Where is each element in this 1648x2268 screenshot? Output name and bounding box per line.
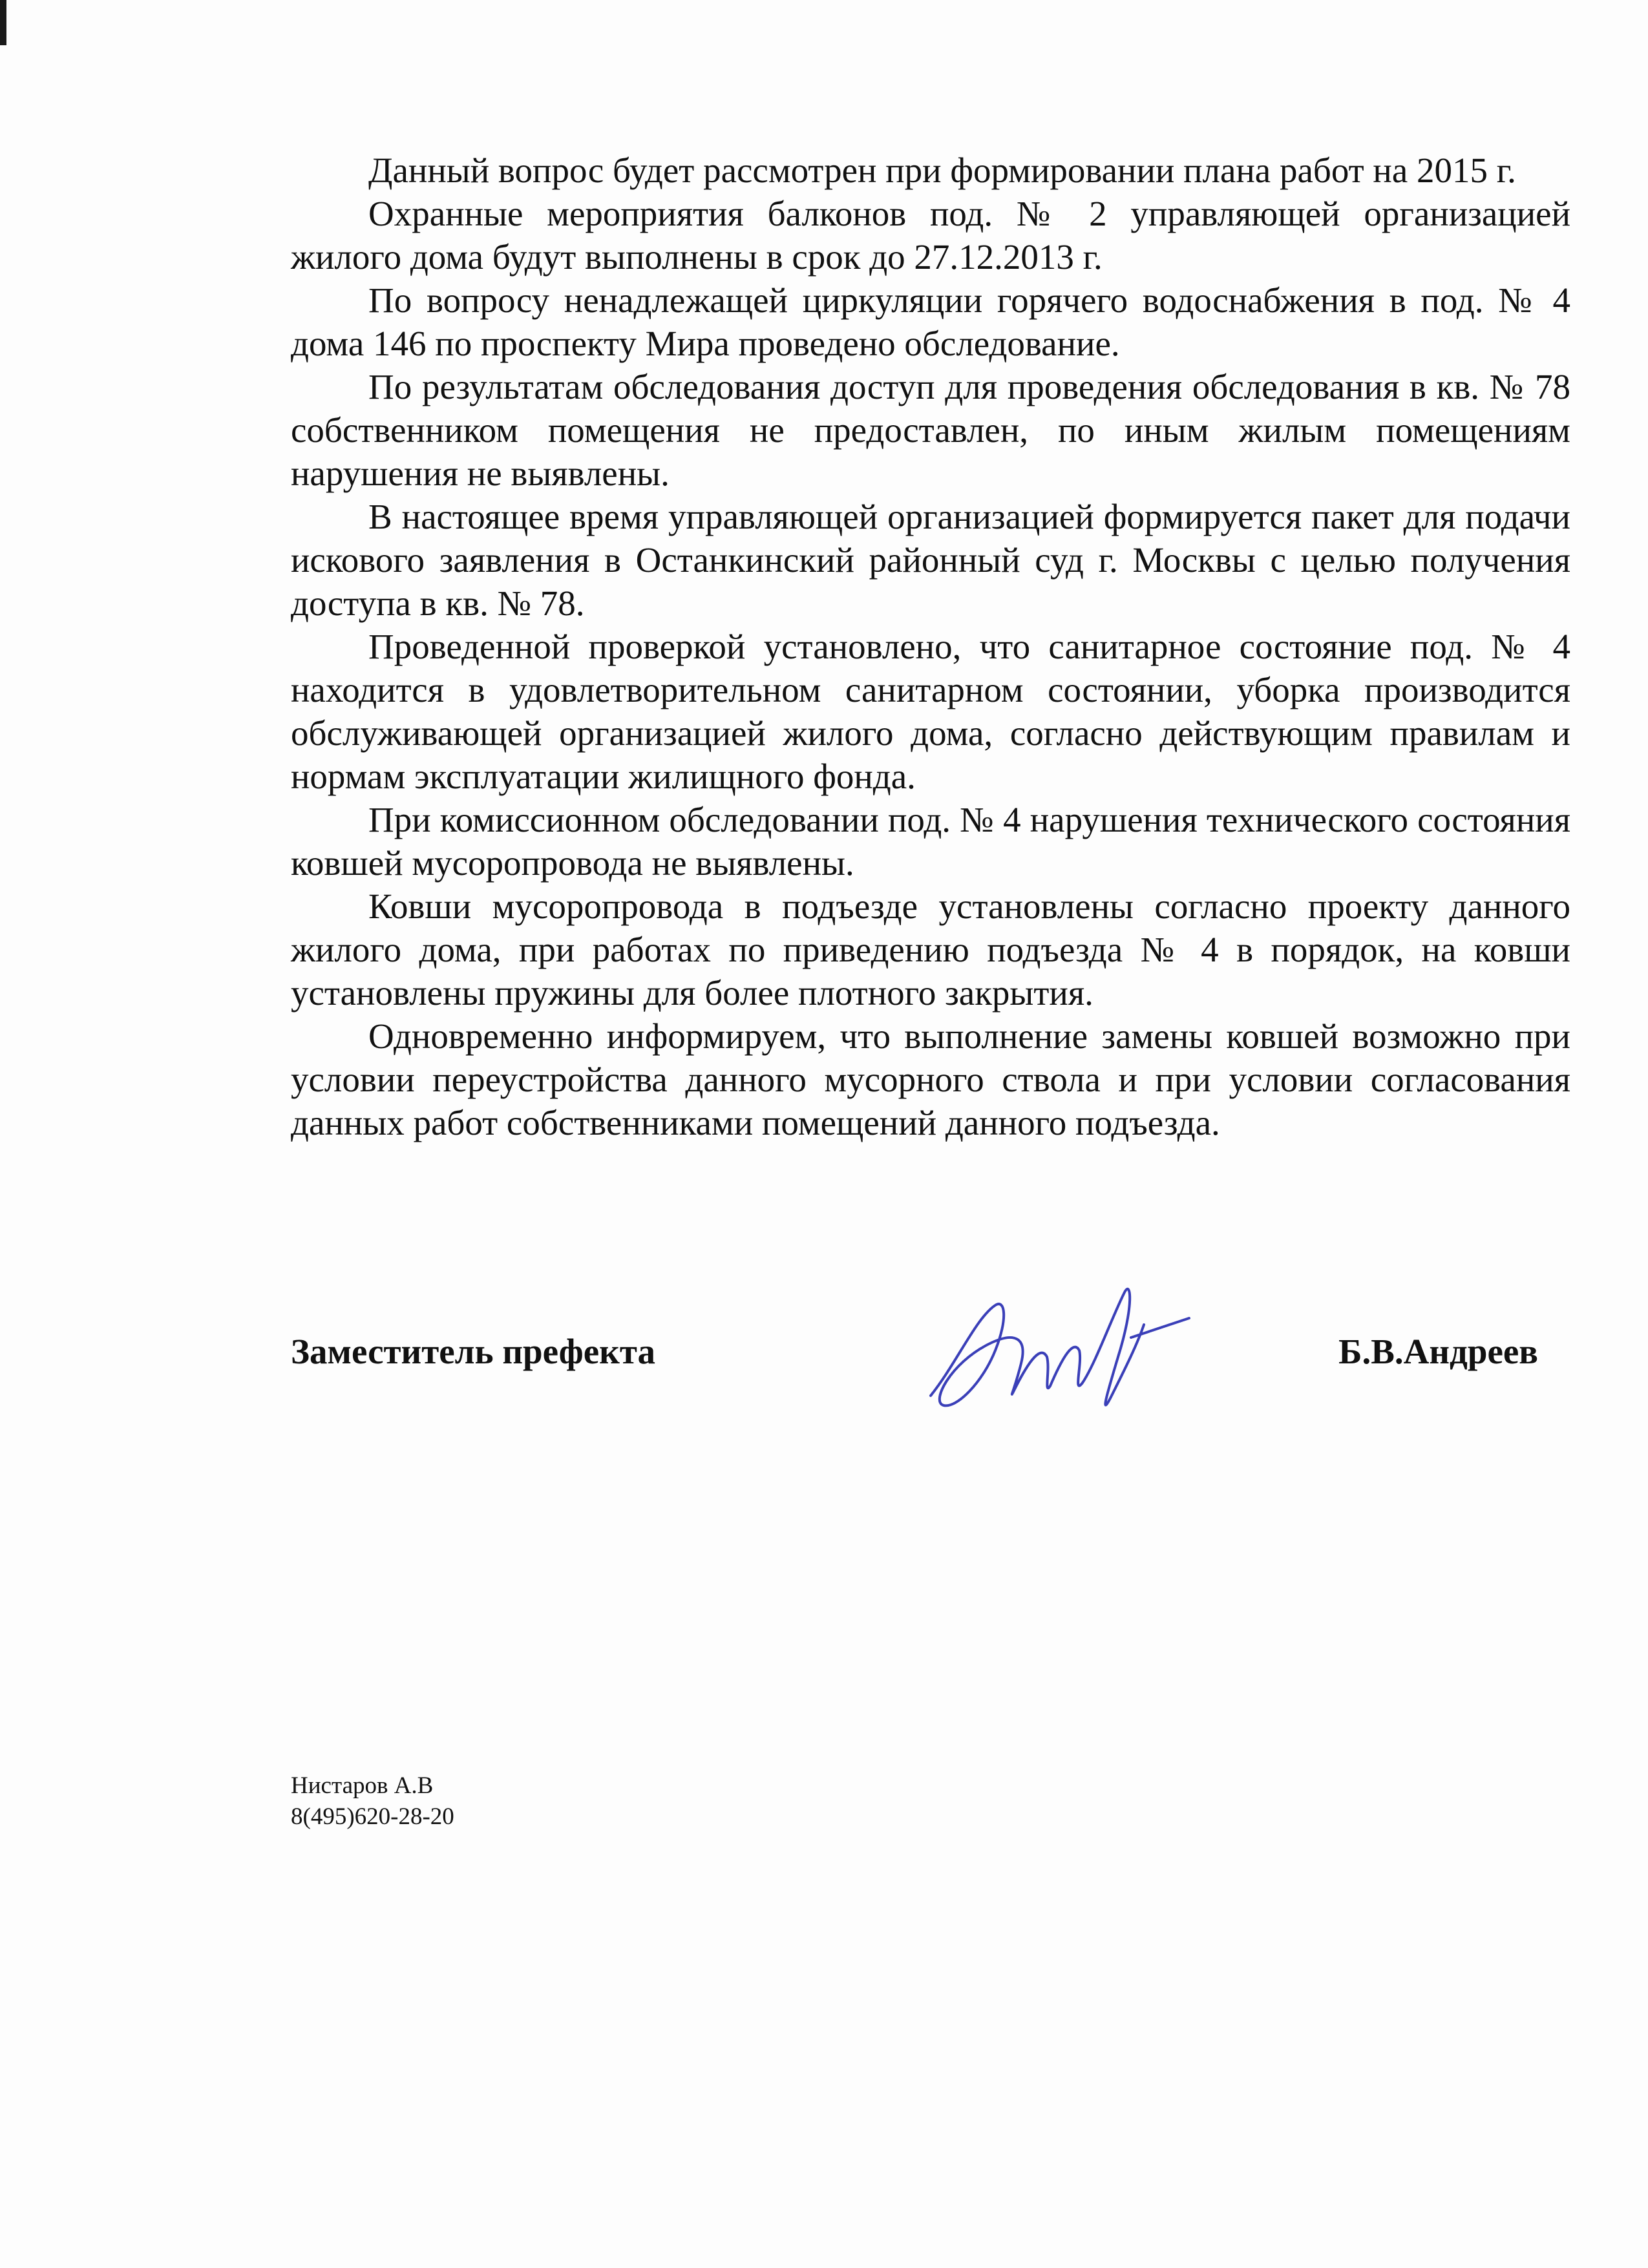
paragraph-5: В настоящее время управляющей организацией формируется пакет для подачи искового заявления в Останкинский районный суд г. Москвы с целью получения доступа в кв. № 78. bbox=[291, 497, 1570, 623]
paragraph-4: По результатам обследования доступ для проведения обследования в кв. № 78 собственником помещения не предоставлен, по иным жилым помещениям нарушения не выявлены. bbox=[291, 367, 1570, 493]
executor-info bbox=[291, 1770, 454, 1832]
paragraph-3: По вопросу ненадлежащей циркуляции горячего водоснабжения в под. № 4 дома 146 по проспекту Мира проведено обследование. bbox=[291, 280, 1570, 363]
paragraph-6: Проведенной проверкой установлено, что санитарное состояние под. № 4 находится в удовлетворительном санитарном состоянии, уборка производится обслуживающей организацией жилого дома, согласно действующим правилам и нормам эксплуатации жилищного фонда. bbox=[291, 627, 1570, 796]
executor-phone: 8(495)620-28-20 bbox=[291, 1803, 454, 1830]
paragraph-7: При комиссионном обследовании под. № 4 нарушения технического состояния ковшей мусоропровода не выявлены. bbox=[291, 800, 1570, 883]
signature-block bbox=[291, 1305, 1538, 1434]
paragraph-8: Ковши мусоропровода в подъезде установлены согласно проекту данного жилого дома, при работах по приведению подъезда № 4 в порядок, на ковши установлены пружины для более плотного закрытия. bbox=[291, 887, 1570, 1013]
signer-title: Заместитель префекта bbox=[291, 1332, 656, 1371]
signer-name: Б.В.Андреев bbox=[1338, 1332, 1538, 1371]
scan-edge-mark bbox=[0, 0, 6, 45]
paragraph-2: Охранные мероприятия балконов под. № 2 управляющей организацией жилого дома будут выполнены в срок до 27.12.2013 г. bbox=[291, 194, 1570, 277]
handwritten-signature bbox=[918, 1266, 1215, 1434]
paragraph-1: Данный вопрос будет рассмотрен при формировании плана работ на 2015 г. bbox=[368, 151, 1516, 190]
letter-body bbox=[291, 149, 1570, 1144]
paragraph-9: Одновременно информируем, что выполнение замены ковшей возможно при условии переустройства данного мусорного ствола и при условии согласования данных работ собственниками помещений данного подъезда. bbox=[291, 1016, 1570, 1142]
executor-name: Нистаров А.В bbox=[291, 1772, 434, 1799]
